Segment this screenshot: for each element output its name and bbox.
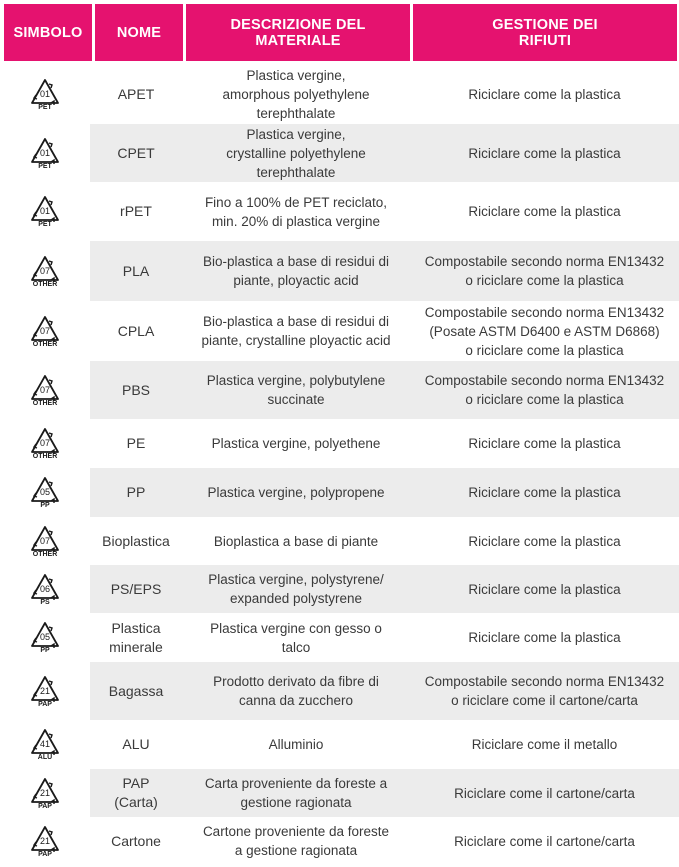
text-line: Fino a 100% de PET reciclato, [204,194,388,210]
table-row [0,182,679,241]
text-line: piante, ployactic acid [233,273,359,288]
text-line: o riciclare come la plastica [465,342,624,358]
text-line: APET [117,85,155,102]
table-row [0,241,679,301]
table-row [0,662,679,720]
nome-cell [90,64,182,124]
descrizione-cell [182,241,410,301]
recycle-icon [30,573,60,600]
text-line: Bio-plastica a base di residui di [202,314,390,329]
symbol-cell [0,419,90,468]
symbol-cell [0,517,90,565]
symbol-number: 21 [39,787,51,798]
table-row [0,124,679,182]
text-line: Riciclare come il metallo [471,737,618,752]
text-line: Riciclare come la plastica [468,630,621,645]
gestione-cell [410,301,679,361]
gestione-cell [410,817,679,865]
text-line: piante, crystalline ployactic acid [201,333,391,348]
text-line: CPLA [117,322,155,339]
table-row [0,565,679,613]
recycle-icon [30,78,60,105]
symbol-code: PS [40,598,50,606]
text-line: Plastica vergine, polyethene [211,436,381,451]
symbol-number: 07 [39,438,51,448]
symbol-code: OTHER [32,399,58,407]
text-line: Riciclare come il cartone/carta [454,785,635,801]
symbol-number: 01 [39,147,51,158]
nome-cell [90,817,182,865]
text-line: Plastica vergine, [246,126,346,142]
table-row [0,468,679,517]
symbol-cell [0,817,90,865]
text-line: canna da zucchero [238,693,354,708]
text-line: gestione ragionata [240,795,352,810]
recycle-icon [30,675,60,702]
text-line: expanded polystyrene [229,591,363,606]
nome-cell [90,301,182,361]
symbol-cell [0,182,90,241]
text-line: Riciclare come la plastica [468,581,621,597]
text-line: terephthalate [256,164,336,180]
recycle-icon [30,825,60,852]
gestione-cell [410,361,679,419]
table-body [0,64,679,865]
gestione-cell [410,565,679,613]
symbol-code: PAP [38,850,52,858]
nome-cell [90,468,182,517]
text-line: succinate [267,392,325,407]
nome-cell [90,182,182,241]
symbol-cell [0,565,90,613]
gestione-cell [410,613,679,662]
symbol-number: 01 [39,88,51,99]
text-line: Riciclare come la plastica [468,533,621,549]
text-line: Riciclare come la plastica [468,86,621,102]
text-line: Compostabile secondo norma EN13432 [424,674,665,689]
text-line: crystalline polyethylene [226,145,366,161]
text-line: Riciclare come la plastica [468,485,621,500]
text-line: PBS [121,381,150,398]
text-line: Compostabile secondo norma EN13432 [424,304,665,320]
text-line: Plastica vergine, polypropene [207,485,385,500]
descrizione-cell [182,124,410,182]
table-header [4,4,677,61]
symbol-code: OTHER [32,280,58,288]
symbol-code: OTHER [32,550,58,558]
text-line: Riciclare come la plastica [468,204,621,219]
recycle-icon [30,137,60,164]
text-line: Bagassa [108,682,164,699]
symbol-cell [0,301,90,361]
descrizione-cell [182,720,410,769]
text-line: rPET [120,203,152,219]
text-line: o riciclare come la plastica [465,392,624,407]
symbol-number: 41 [39,739,51,749]
recycle-icon [30,315,60,342]
recycle-icon [30,621,60,648]
nome-cell [90,613,182,662]
text-line: amorphous polyethylene [222,86,370,102]
table-row [0,361,679,419]
descrizione-cell [182,419,410,468]
table-row [0,517,679,565]
text-line: o riciclare come la plastica [465,273,624,288]
gestione-cell [410,720,679,769]
recycle-icon [30,777,60,804]
header-gestione: GESTIONE DEI RIFIUTI [413,4,677,61]
symbol-code: PAP [38,802,52,810]
symbol-code: PP [40,502,50,509]
text-line: Plastica vergine, [246,67,346,83]
descrizione-cell [182,817,410,865]
symbol-number: 07 [39,384,51,395]
symbol-cell [0,468,90,517]
text-line: PE [126,435,146,451]
descrizione-cell [182,613,410,662]
gestione-cell [410,468,679,517]
text-line: Plastica vergine, polybutylene [206,373,386,388]
symbol-code: PET [38,221,52,228]
nome-cell [90,419,182,468]
text-line: Plastica vergine con gesso o [210,620,382,636]
nome-cell [90,241,182,301]
descrizione-cell [182,64,410,124]
symbol-cell [0,662,90,720]
descrizione-cell [182,517,410,565]
table-row [0,613,679,662]
text-line: a gestione ragionata [234,843,358,858]
gestione-cell [410,662,679,720]
symbol-cell [0,720,90,769]
text-line: CPET [117,144,155,161]
symbol-number: 01 [39,206,51,216]
descrizione-cell [182,361,410,419]
nome-cell [90,720,182,769]
text-line: (Posate ASTM D6400 e ASTM D6868) [429,323,660,339]
gestione-cell [410,769,679,817]
symbol-number: 21 [39,835,51,846]
nome-cell [90,662,182,720]
text-line: Riciclare come il cartone/carta [454,833,635,849]
gestione-cell [410,182,679,241]
symbol-number: 07 [39,265,51,276]
text-line: Prodotto derivato da fibre di [213,674,379,689]
symbol-cell [0,64,90,124]
symbol-number: 21 [39,685,51,696]
symbol-number: 07 [39,325,51,336]
gestione-cell [410,517,679,565]
nome-cell [90,565,182,613]
recycle-icon [30,374,60,401]
descrizione-cell [182,468,410,517]
text-line: Alluminio [268,737,324,752]
gestione-cell [410,124,679,182]
text-line: min. 20% di plastica vergine [211,213,381,229]
recycle-icon [30,476,60,503]
nome-cell [90,517,182,565]
table-row [0,419,679,468]
symbol-cell [0,361,90,419]
symbol-cell [0,613,90,662]
text-line: talco [281,639,311,655]
symbol-number: 05 [39,632,51,642]
table-row [0,817,679,865]
descrizione-cell [182,301,410,361]
gestione-cell [410,64,679,124]
text-line: Bioplastica a base di piante [213,533,379,549]
recycle-icon [30,427,60,454]
header-descrizione: DESCRIZIONE DEL MATERIALE [186,4,410,61]
recycle-icon [30,255,60,282]
nome-cell [90,769,182,817]
text-line: Bioplastica [102,532,170,549]
symbol-cell [0,769,90,817]
symbol-code: OTHER [32,340,58,348]
text-line: Cartone proveniente da foreste [202,824,390,839]
symbol-number: 06 [39,583,51,594]
table-row [0,769,679,817]
symbol-code: PET [38,103,52,111]
text-line: (Carta) [114,794,158,810]
recycle-icon [30,525,60,552]
gestione-cell [410,241,679,301]
nome-cell [90,361,182,419]
table-row [0,301,679,361]
descrizione-cell [182,662,410,720]
text-line: Plastica vergine, polystyrene/ [208,572,384,587]
text-line: PS/EPS [110,580,162,597]
symbol-number: 05 [39,487,51,497]
text-line: Bio-plastica a base di residui di [202,254,390,269]
text-line: Plastica [111,619,161,636]
symbol-code: PET [38,162,52,170]
text-line: PP [126,484,146,500]
text-line: o riciclare come il cartone/carta [451,693,638,708]
text-line: Riciclare come la plastica [468,436,621,451]
text-line: Compostabile secondo norma EN13432 [424,373,665,388]
text-line: terephthalate [256,105,336,121]
recycle-icon [30,195,60,222]
descrizione-cell [182,769,410,817]
table-row [0,720,679,769]
symbol-code: ALU [37,754,53,761]
text-line: Compostabile secondo norma EN13432 [424,254,665,269]
symbol-cell [0,124,90,182]
symbol-code: PP [40,647,50,654]
nome-cell [90,124,182,182]
table-row [0,64,679,124]
symbol-code: PAP [38,700,52,708]
header-nome: NOME [95,4,183,61]
text-line: PLA [122,262,150,279]
descrizione-cell [182,182,410,241]
text-line: PAP [122,775,150,791]
symbol-cell [0,241,90,301]
text-line: Carta proveniente da foreste a [204,776,388,791]
header-simbolo: SIMBOLO [4,4,92,61]
text-line: minerale [109,638,163,655]
gestione-cell [410,419,679,468]
recycle-icon [30,728,60,755]
text-line: Riciclare come la plastica [468,145,621,161]
symbol-code: OTHER [32,453,58,460]
descrizione-cell [182,565,410,613]
text-line: Cartone [111,832,161,849]
text-line: ALU [122,736,150,752]
symbol-number: 07 [39,535,51,546]
